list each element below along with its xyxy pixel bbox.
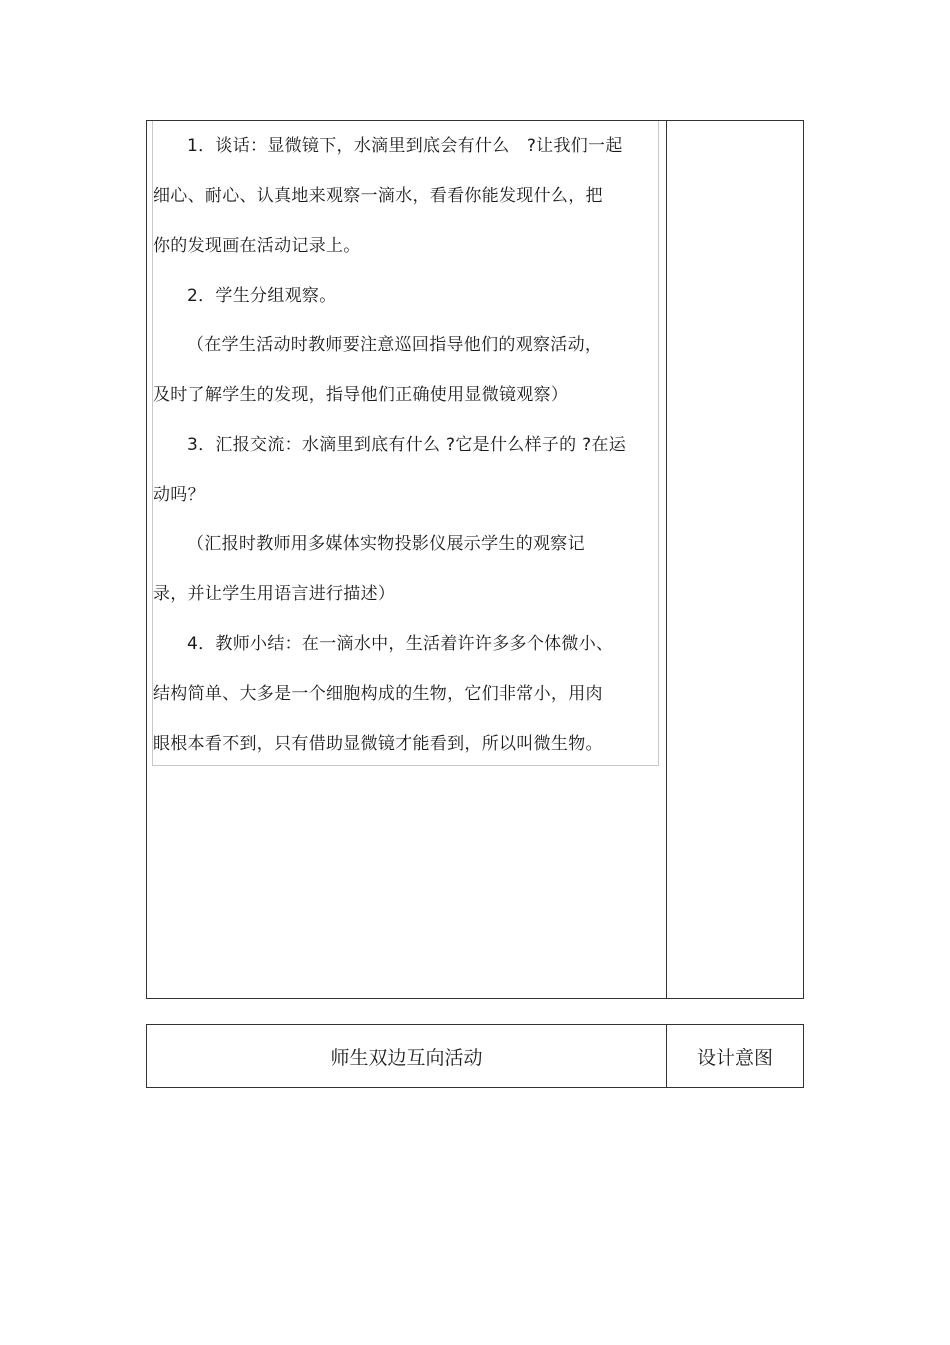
content-line-13: 眼根本看不到，只有借助显微镜才能看到，所以叫微生物。: [153, 734, 603, 754]
content-line-3: 你的发现画在活动记录上。: [153, 236, 361, 256]
header-table: [146, 1024, 804, 1088]
content-line-5: （在学生活动时教师要注意巡回指导他们的观察活动，: [187, 335, 603, 355]
content-line-9: （汇报时教师用多媒体实物投影仪展示学生的观察记: [187, 534, 585, 554]
content-line-7: 3．汇报交流：水滴里到底有什么 ?它是什么样子的 ?在运: [187, 435, 627, 455]
lesson-table: [146, 120, 804, 999]
design-intent-column-header: 设计意图: [696, 1046, 773, 1069]
column-divider: [666, 121, 667, 998]
content-line-2: 细心、耐心、认真地来观察一滴水，看看你能发现什么，把: [153, 186, 603, 206]
content-line-11: 4．教师小结：在一滴水中，生活着许许多多个体微小、: [187, 634, 614, 654]
content-line-10: 录，并让学生用语言进行描述）: [153, 584, 396, 604]
content-line-8: 动吗？: [153, 485, 205, 505]
content-line-1: 1．谈话：显微镜下，水滴里到底会有什么 ?让我们一起: [187, 136, 623, 156]
content-line-12: 结构简单、大多是一个细胞构成的生物，它们非常小，用肉: [153, 684, 603, 704]
activity-column-header: 师生双边互向活动: [330, 1046, 483, 1069]
content-line-6: 及时了解学生的发现，指导他们正确使用显微镜观察）: [153, 385, 569, 405]
activity-content-box: [152, 121, 659, 766]
content-line-4: 2．学生分组观察。: [187, 286, 337, 306]
